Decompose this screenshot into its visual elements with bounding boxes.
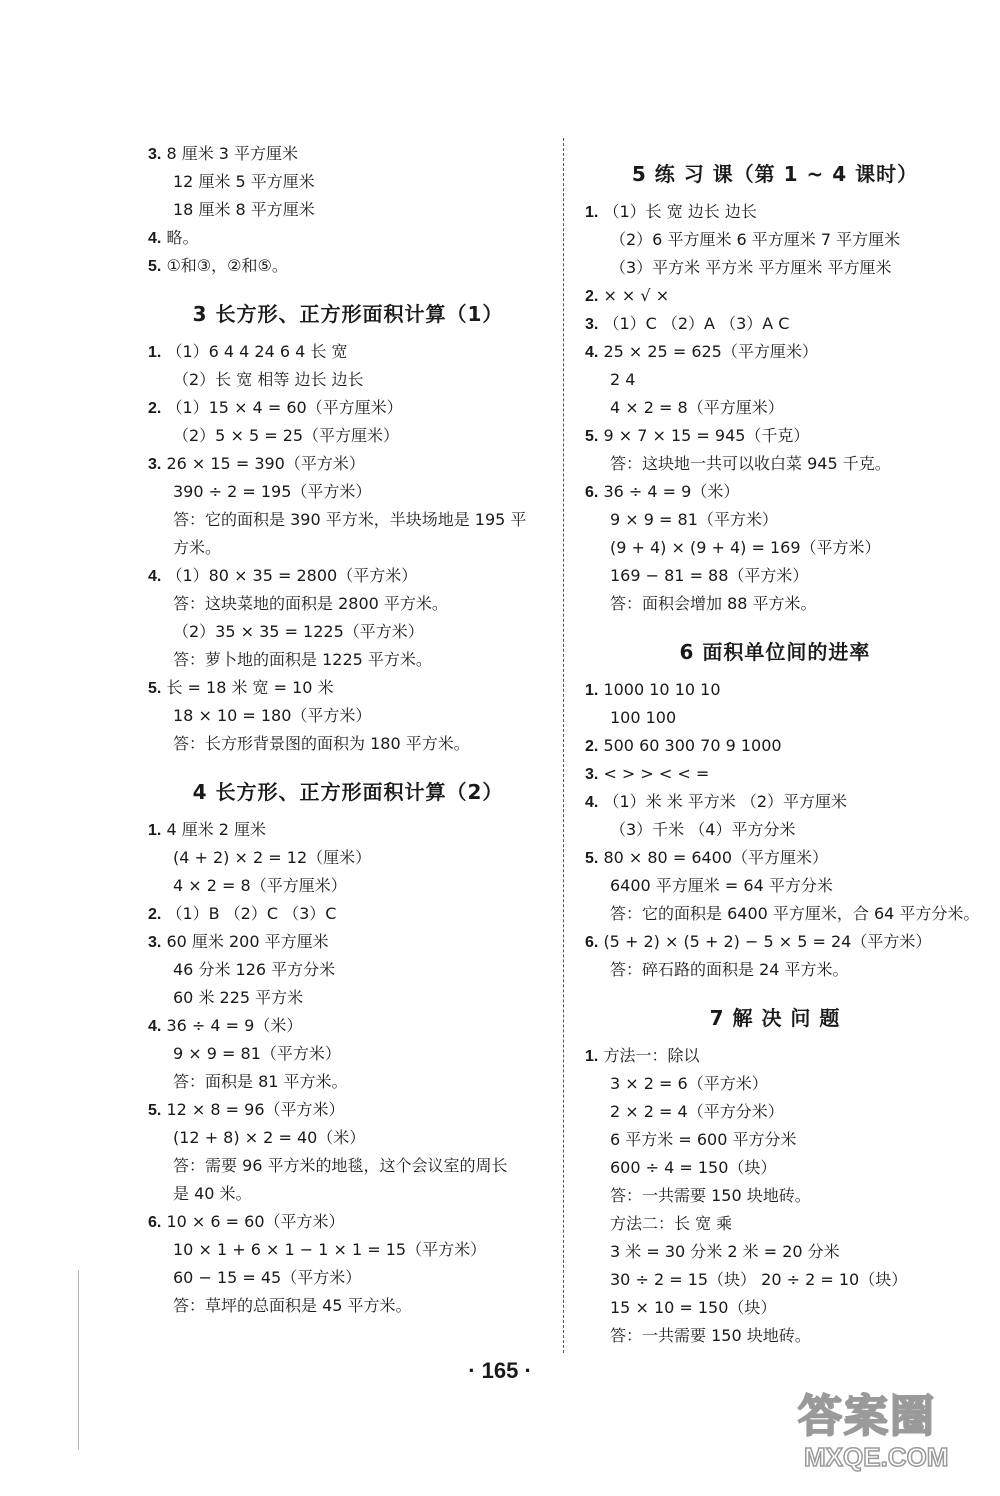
answer-line xyxy=(585,1322,965,1350)
answer-text: 答：面积会增加 88 平方米。 xyxy=(610,594,817,613)
question-line xyxy=(148,224,548,252)
answer-line xyxy=(585,366,965,394)
section-heading: 3 长方形、正方形面积计算（1） xyxy=(192,302,504,326)
answer-line xyxy=(585,590,965,618)
question-line xyxy=(148,140,548,168)
question-line xyxy=(585,732,965,760)
answer-line xyxy=(585,1294,965,1322)
answer-text: < > > < < = xyxy=(603,764,710,783)
question-number: 3. xyxy=(585,766,599,783)
question-line xyxy=(148,674,548,702)
answer-line xyxy=(148,1264,548,1292)
answer-line xyxy=(148,646,548,674)
answer-line xyxy=(148,590,548,618)
answer-text: （1）15 × 4 = 60（平方厘米） xyxy=(166,398,403,417)
question-line xyxy=(585,338,965,366)
answer-text: 100 100 xyxy=(610,708,677,727)
answer-line xyxy=(585,1098,965,1126)
answer-line xyxy=(585,1070,965,1098)
question-number: 5. xyxy=(148,258,162,275)
question-line xyxy=(148,1208,548,1236)
question-number: 2. xyxy=(585,288,599,305)
answer-text: 方法二：长 宽 乘 xyxy=(610,1214,733,1233)
answer-line xyxy=(148,1152,548,1180)
answer-text: （1）米 米 平方米 （2）平方厘米 xyxy=(603,792,848,811)
answer-text: 390 ÷ 2 = 195（平方米） xyxy=(173,482,372,501)
question-number: 1. xyxy=(148,822,162,839)
answer-line xyxy=(585,1210,965,1238)
answer-line xyxy=(585,956,965,984)
answer-text: 12 × 8 = 96（平方米） xyxy=(166,1100,345,1119)
answer-text: 60 − 15 = 45（平方米） xyxy=(173,1268,362,1287)
answer-text: 答：这块地一共可以收白菜 945 千克。 xyxy=(610,454,891,473)
question-number: 6. xyxy=(148,1214,162,1231)
question-number: 5. xyxy=(148,1102,162,1119)
answer-text: 答：碎石路的面积是 24 平方米。 xyxy=(610,960,849,979)
question-line xyxy=(585,928,965,956)
question-number: 1. xyxy=(585,204,599,221)
answer-text: 是 40 米。 xyxy=(173,1184,252,1203)
question-number: 1. xyxy=(585,682,599,699)
question-number: 5. xyxy=(585,428,599,445)
watermark-cjk-text: 答案圈 xyxy=(798,1391,936,1442)
question-line xyxy=(585,310,965,338)
question-number: 3. xyxy=(148,146,162,163)
answer-line xyxy=(148,1292,548,1320)
answer-line xyxy=(148,422,548,450)
answer-text: 6 平方米 = 600 平方分米 xyxy=(610,1130,797,1149)
answer-text: 答：长方形背景图的面积为 180 平方米。 xyxy=(173,734,470,753)
answer-text: 18 厘米 8 平方厘米 xyxy=(173,200,315,219)
answer-text: 略。 xyxy=(166,228,199,247)
question-line xyxy=(585,282,965,310)
section-heading: 6 面积单位间的进率 xyxy=(679,640,871,664)
question-line xyxy=(148,900,548,928)
question-number: 4. xyxy=(585,794,599,811)
section-heading: 5 练 习 课（第 1 ~ 4 课时） xyxy=(631,162,919,186)
answer-line xyxy=(148,168,548,196)
question-line xyxy=(148,338,548,366)
answer-line xyxy=(148,844,548,872)
section-heading: 4 长方形、正方形面积计算（2） xyxy=(192,780,504,804)
answer-line xyxy=(148,196,548,224)
answer-text: （1）长 宽 边长 边长 xyxy=(603,202,757,221)
answer-text: （1）6 4 4 24 6 4 长 宽 xyxy=(166,342,348,361)
question-number: 4. xyxy=(148,568,162,585)
answer-line xyxy=(585,506,965,534)
question-line xyxy=(148,1012,548,1040)
question-number: 4. xyxy=(585,344,599,361)
answer-text: （2）5 × 5 = 25（平方厘米） xyxy=(173,426,400,445)
answer-text: （2）6 平方厘米 6 平方厘米 7 平方厘米 xyxy=(610,230,901,249)
left-column xyxy=(148,140,548,1320)
answer-line xyxy=(585,872,965,900)
answer-line xyxy=(585,450,965,478)
question-number: 2. xyxy=(585,738,599,755)
answer-text: 答：它的面积是 6400 平方厘米，合 64 平方分米。 xyxy=(610,904,980,923)
answer-line xyxy=(148,366,548,394)
answer-text: 60 米 225 平方米 xyxy=(173,988,304,1007)
answer-text: （1）80 × 35 = 2800（平方米） xyxy=(166,566,418,585)
answer-text: 答：草坪的总面积是 45 平方米。 xyxy=(173,1296,412,1315)
question-number: 6. xyxy=(585,484,599,501)
answer-text: 9 × 7 × 15 = 945（千克） xyxy=(603,426,810,445)
answer-line xyxy=(148,984,548,1012)
answer-text: 答：一共需要 150 块地砖。 xyxy=(610,1186,811,1205)
answer-text: (5 + 2) × (5 + 2) − 5 × 5 = 24（平方米） xyxy=(603,932,932,951)
answer-line xyxy=(148,702,548,730)
answer-text: ①和③，②和⑤。 xyxy=(166,256,288,275)
answer-line xyxy=(148,1180,548,1208)
answer-line xyxy=(585,394,965,422)
answer-text: 18 × 10 = 180（平方米） xyxy=(173,706,372,725)
answer-text: 169 − 81 = 88（平方米） xyxy=(610,566,809,585)
answer-text: 答：这块菜地的面积是 2800 平方米。 xyxy=(173,594,448,613)
answer-line xyxy=(148,872,548,900)
question-number: 6. xyxy=(585,934,599,951)
question-line xyxy=(148,928,548,956)
answer-line xyxy=(585,816,965,844)
answer-line xyxy=(585,1154,965,1182)
answer-text: 答：面积是 81 平方米。 xyxy=(173,1072,348,1091)
section-heading: 7 解 决 问 题 xyxy=(709,1006,841,1030)
answer-text: 36 ÷ 4 = 9（米） xyxy=(603,482,740,501)
question-line xyxy=(585,478,965,506)
question-line xyxy=(148,1096,548,1124)
answer-text: (9 + 4) × (9 + 4) = 169（平方米） xyxy=(610,538,881,557)
answer-line xyxy=(585,1266,965,1294)
answer-line xyxy=(585,254,965,282)
answer-line xyxy=(585,534,965,562)
column-divider xyxy=(563,138,564,1353)
answer-text: （2）长 宽 相等 边长 边长 xyxy=(173,370,364,389)
answer-text: 30 ÷ 2 = 15（块） 20 ÷ 2 = 10（块） xyxy=(610,1270,908,1289)
question-number: 3. xyxy=(585,316,599,333)
answer-text: × × √ × xyxy=(603,286,670,305)
answer-text: 26 × 15 = 390（平方米） xyxy=(166,454,365,473)
question-number: 4. xyxy=(148,230,162,247)
question-line xyxy=(585,676,965,704)
answer-text: 长 = 18 米 宽 = 10 米 xyxy=(166,678,334,697)
question-line xyxy=(585,788,965,816)
answer-line xyxy=(148,956,548,984)
question-line xyxy=(585,760,965,788)
answer-text: 500 60 300 70 9 1000 xyxy=(603,736,782,755)
answer-text: 方法一：除以 xyxy=(603,1046,700,1065)
answer-text: 25 × 25 = 625（平方厘米） xyxy=(603,342,818,361)
answer-line xyxy=(585,1182,965,1210)
answer-text: 60 厘米 200 平方厘米 xyxy=(166,932,329,951)
answer-text: 4 × 2 = 8（平方厘米） xyxy=(173,876,347,895)
answer-line xyxy=(148,618,548,646)
question-line xyxy=(585,1042,965,1070)
watermark-site-text: MXQE.COM xyxy=(804,1442,949,1472)
answer-line xyxy=(585,226,965,254)
answer-line xyxy=(148,478,548,506)
right-column xyxy=(585,140,980,1350)
question-line xyxy=(585,844,965,872)
answer-text: 答：需要 96 平方米的地毯，这个会议室的周长 xyxy=(173,1156,508,1175)
question-line xyxy=(585,422,965,450)
answer-text: 80 × 80 = 6400（平方厘米） xyxy=(603,848,829,867)
answer-line xyxy=(148,506,548,534)
answer-text: 10 × 6 = 60（平方米） xyxy=(166,1212,345,1231)
answer-text: (12 + 8) × 2 = 40（米） xyxy=(173,1128,366,1147)
question-number: 2. xyxy=(148,400,162,417)
answer-line xyxy=(585,704,965,732)
question-number: 5. xyxy=(585,850,599,867)
answer-text: 8 厘米 3 平方厘米 xyxy=(166,144,299,163)
answer-line xyxy=(148,730,548,758)
question-number: 3. xyxy=(148,934,162,951)
answer-line xyxy=(585,900,980,928)
answer-text: 9 × 9 = 81（平方米） xyxy=(610,510,778,529)
question-number: 5. xyxy=(148,680,162,697)
answer-text: （3）平方米 平方米 平方厘米 平方厘米 xyxy=(610,258,892,277)
question-line xyxy=(148,450,548,478)
answer-line xyxy=(585,1238,965,1266)
answer-text: 3 米 = 30 分米 2 米 = 20 分米 xyxy=(610,1242,840,1261)
page-number: · 165 · xyxy=(468,1358,532,1383)
answer-text: 答：萝卜地的面积是 1225 平方米。 xyxy=(173,650,432,669)
answer-text: 10 × 1 + 6 × 1 − 1 × 1 = 15（平方米） xyxy=(173,1240,487,1259)
question-number: 2. xyxy=(148,906,162,923)
question-line xyxy=(148,252,548,280)
question-line xyxy=(585,198,965,226)
answer-line xyxy=(585,1126,965,1154)
question-line xyxy=(148,562,548,590)
answer-line xyxy=(148,1068,548,1096)
question-number: 4. xyxy=(148,1018,162,1035)
answer-line xyxy=(148,1040,548,1068)
answer-text: （1）B （2）C （3）C xyxy=(166,904,337,923)
answer-text: 答：它的面积是 390 平方米，半块场地是 195 平 xyxy=(173,510,527,529)
answer-text: 2 4 xyxy=(610,370,636,389)
question-number: 3. xyxy=(148,456,162,473)
question-line xyxy=(148,816,548,844)
answer-text: 3 × 2 = 6（平方米） xyxy=(610,1074,768,1093)
answer-line xyxy=(148,534,548,562)
watermark-logo xyxy=(798,1380,993,1492)
answer-text: 1000 10 10 10 xyxy=(603,680,721,699)
question-number: 1. xyxy=(148,344,162,361)
answer-text: 9 × 9 = 81（平方米） xyxy=(173,1044,341,1063)
answer-text: 2 × 2 = 4（平方分米） xyxy=(610,1102,784,1121)
answer-text: 46 分米 126 平方分米 xyxy=(173,960,336,979)
answer-line xyxy=(585,562,965,590)
answer-line xyxy=(148,1236,548,1264)
question-number: 1. xyxy=(585,1048,599,1065)
answer-text: 15 × 10 = 150（块） xyxy=(610,1298,777,1317)
answer-text: （3）千米 （4）平方分米 xyxy=(610,820,796,839)
answer-text: （1）C （2）A （3）A C xyxy=(603,314,790,333)
answer-text: 4 × 2 = 8（平方厘米） xyxy=(610,398,784,417)
answer-text: （2）35 × 35 = 1225（平方米） xyxy=(173,622,424,641)
answer-text: 600 ÷ 4 = 150（块） xyxy=(610,1158,777,1177)
answer-text: 36 ÷ 4 = 9（米） xyxy=(166,1016,303,1035)
answer-text: 4 厘米 2 厘米 xyxy=(166,820,267,839)
answer-line xyxy=(148,1124,548,1152)
answer-text: 12 厘米 5 平方厘米 xyxy=(173,172,315,191)
answer-text: (4 + 2) × 2 = 12（厘米） xyxy=(173,848,372,867)
answer-text: 方米。 xyxy=(173,538,222,557)
question-line xyxy=(148,394,548,422)
answer-text: 6400 平方厘米 = 64 平方分米 xyxy=(610,876,833,895)
answer-text: 答：一共需要 150 块地砖。 xyxy=(610,1326,811,1345)
